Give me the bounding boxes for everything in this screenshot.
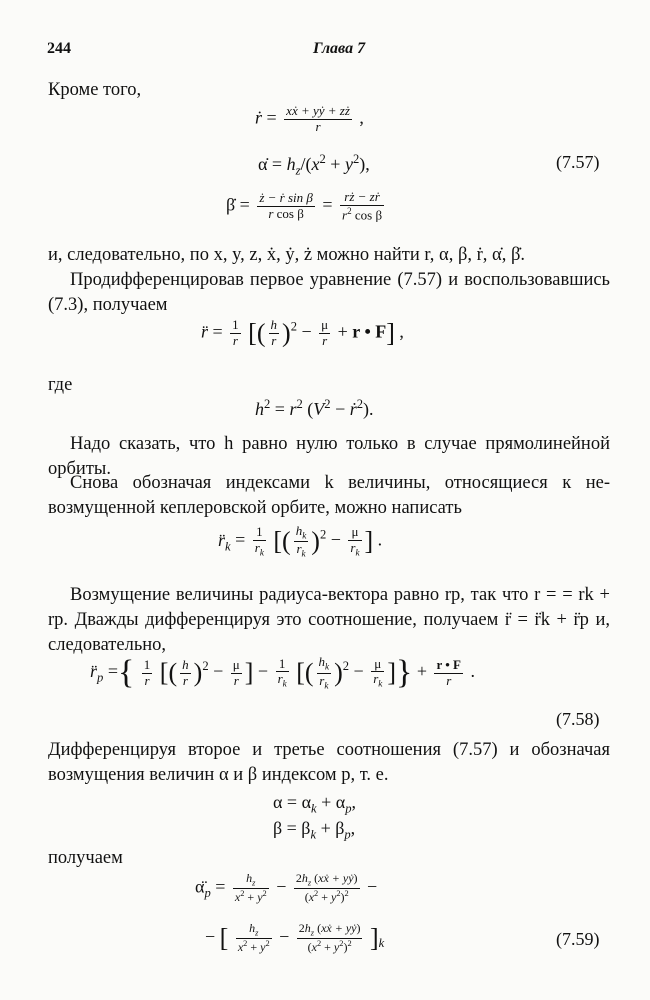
equation-alpha-split: $\alpha = \alpha_k + \alpha_p$, — [273, 792, 356, 816]
equation-rk-ddot: $r̈_k$ = $\frac{1}{r_k}$ [( $\frac{h_k}{r_k}$ )$^2$ − $\frac{\mu}{r_k}$ ] . — [218, 523, 383, 559]
equation-r-dot: ṙ = $\frac{\text{xẋ + yẏ + zż}}{r}$ , — [255, 103, 364, 134]
page-number: 244 — [47, 40, 71, 57]
equation-number-7-57: (7.57) — [556, 152, 600, 172]
paragraph-4: где — [48, 375, 73, 395]
paragraph-3: Продифференцировав первое уравнение (7.57) и воспользовавшись (7.3), получаем — [48, 270, 610, 315]
equation-h-squared: $h^2 = r^2$ ($V^2$ − ṙ$^2$). — [255, 397, 374, 419]
equation-alpha-p-ddot-line2: − [ $\frac{h_z}{x^2 + y^2}$ − $\frac{2h_z (xẋ + yẏ)}{(x^2 + y^2)^2}$ ]$_k$ — [205, 921, 385, 955]
equation-beta-dot: β̇ = $\frac{\text{ż − ṙ sin β}}{\text{r cos β}}$ = $\frac{\text{rż − zṙ}}{r^2 \cos \beta}$ — [226, 189, 383, 223]
paragraph-6: Снова обозначая индексами k величины, относящиеся к невозмущенной кеплеровской орбите, можно написать — [48, 473, 610, 518]
equation-alpha-p-ddot-line1: $\alphä_p$ = $\frac{h_z}{x^2 + y^2}$ − $\frac{2h_z (xẋ + yẏ)}{(x^2 + y^2)^2}$ − — [195, 871, 378, 905]
paragraph-1: Кроме того, — [48, 80, 142, 100]
equation-number-7-58: (7.58) — [556, 709, 600, 729]
paragraph-7: Возмущение величины радиуса-вектора равно rp, так что r = = rk + rp. Дважды дифференцируя это соотношение, получаем r̈ = r̈k + r̈p и, следовательно, — [48, 585, 610, 655]
paragraph-9: получаем — [48, 848, 123, 868]
equation-rp-ddot: $r̈_p$ ={ $\frac{1}{r}$ [( $\frac{h}{r}$ )$^2$ − $\frac{\mu}{r}$ ] − $\frac{1}{r_k}$ [( $\frac{h_k}{r_k}$ )$^2$ − $\frac{\mu}{r_k}$ ]} + $\frac{r • F}{r}$ . — [90, 654, 475, 691]
paragraph-8: Дифференцируя второе и третье соотношения (7.57) и обозначая возмущения величин α и β индексом p, т. е. — [48, 740, 610, 785]
equation-alpha-dot: α̇ = $h_z/(x^2 + y^2)$, — [258, 152, 370, 178]
equation-r-ddot: r̈ = $\frac{1}{r}$ [( $\frac{h}{r}$ )$^2$ − $\frac{\mu}{r}$ + r • F] , — [201, 317, 404, 348]
paragraph-5: Надо сказать, что h равно нулю только в случае прямолинейной орбиты. — [48, 434, 610, 479]
chapter-title: Глава 7 — [313, 40, 366, 57]
equation-beta-split: $\beta = \beta_k + \beta_p$, — [273, 818, 356, 842]
paragraph-2: и, следовательно, по x, y, z, ẋ, ẏ, ż можно найти r, α, β, ṙ, α̇, β̇. — [48, 245, 526, 265]
equation-number-7-59: (7.59) — [556, 929, 600, 949]
